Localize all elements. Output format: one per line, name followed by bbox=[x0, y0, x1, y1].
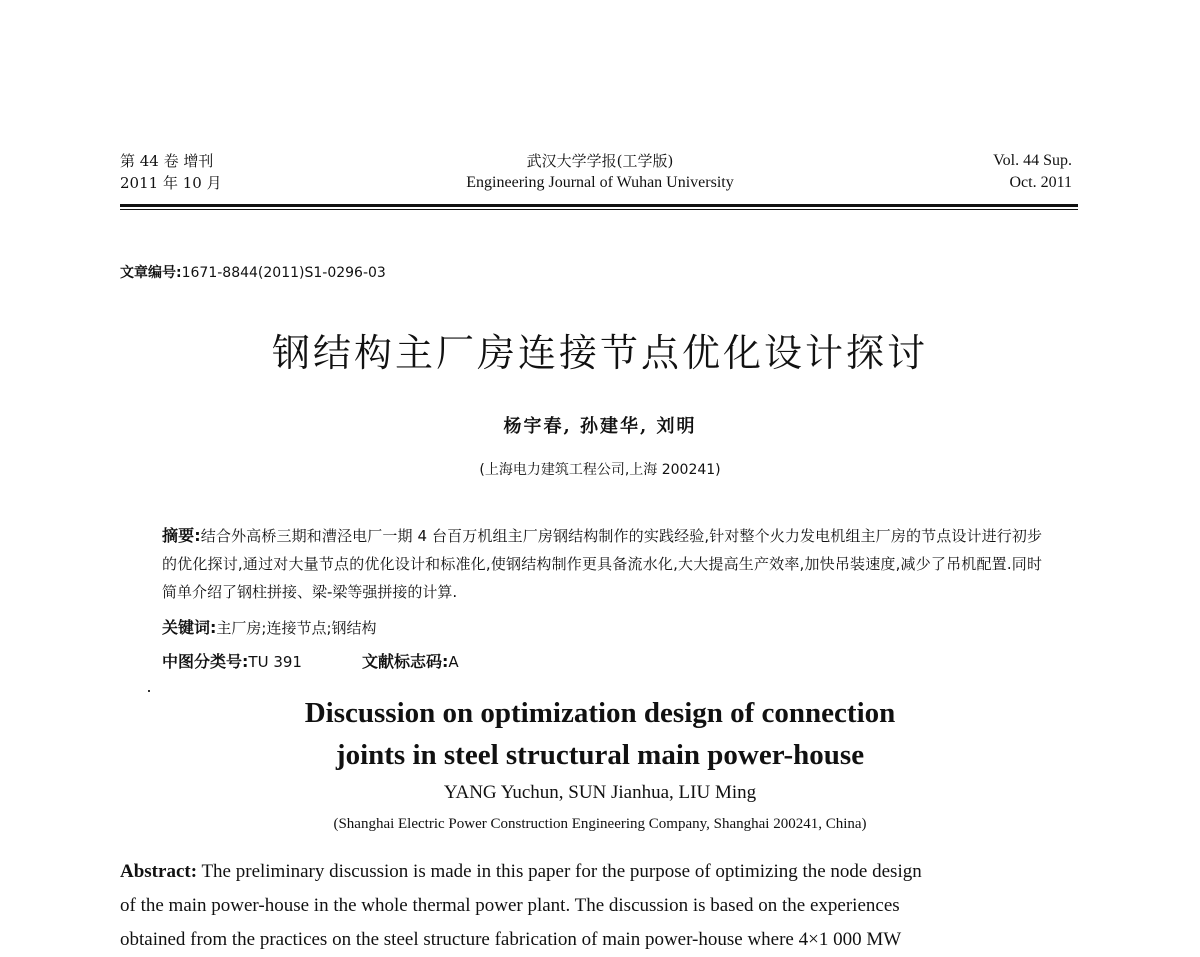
doc-code-value: A bbox=[448, 653, 459, 671]
header-rule-thick bbox=[120, 204, 1078, 207]
volume-cn: 第 44 卷 增刊 bbox=[120, 152, 214, 170]
abstract-cn-label: 摘要: bbox=[162, 526, 201, 545]
abstract-en-line2: of the main power-house in the whole thermal power plant. The discussion is based on the experiences bbox=[120, 895, 900, 916]
classification-label: 中图分类号: bbox=[162, 652, 249, 671]
date-cn: 2011 年 10 月 bbox=[120, 174, 222, 192]
title-en-line2: joints in steel structural main power-house bbox=[335, 739, 865, 771]
article-number-label: 文章编号: bbox=[120, 265, 182, 281]
keywords-cn-label: 关键词: bbox=[162, 618, 217, 637]
volume-en: Vol. 44 Sup. bbox=[993, 152, 1072, 169]
date-en: Oct. 2011 bbox=[1009, 174, 1072, 191]
title-cn: 钢结构主厂房连接节点优化设计探讨 bbox=[271, 331, 928, 375]
article-number bbox=[120, 262, 386, 282]
article-number-value: 1671-8844(2011)S1-0296-03 bbox=[181, 265, 386, 281]
classification-value: TU 391 bbox=[248, 653, 302, 671]
affiliation-en: (Shanghai Electric Power Construction Engineering Company, Shanghai 200241, China) bbox=[333, 816, 867, 832]
abstract-en bbox=[120, 855, 1078, 957]
header-rule-thin bbox=[120, 209, 1078, 210]
title-en-line1: Discussion on optimization design of connection bbox=[304, 697, 896, 729]
authors-en: YANG Yuchun, SUN Jianhua, LIU Ming bbox=[443, 782, 757, 803]
keywords-cn-text: 主厂房;连接节点;钢结构 bbox=[216, 619, 377, 637]
abstract-en-label: Abstract: bbox=[120, 861, 198, 882]
abstract-en-line1-text: The preliminary discussion is made in this paper for the purpose of optimizing the node design bbox=[201, 861, 922, 882]
affiliation-cn: (上海电力建筑工程公司,上海 200241) bbox=[479, 462, 721, 478]
doc-code-label: 文献标志码: bbox=[361, 652, 449, 671]
abstract-en-line1 bbox=[120, 855, 1078, 889]
journal-en: Engineering Journal of Wuhan University bbox=[466, 174, 734, 191]
title-en bbox=[0, 692, 1200, 776]
abstract-en-line3: obtained from the practices on the steel structure fabrication of main power-house where 4×1 000 MW bbox=[120, 929, 902, 950]
journal-cn: 武汉大学学报(工学版) bbox=[526, 152, 674, 170]
keywords-cn bbox=[162, 614, 1042, 642]
abstract-cn-text: 结合外高桥三期和漕泾电厂一期 4 台百万机组主厂房钢结构制作的实践经验,针对整个火力发电机组主厂房的节点设计进行初步的优化探讨,通过对大量节点的优化设计和标准化,使钢结构制作更具备流水化,大大提高生产效率,加快吊装速度,减少了吊机配置.同时简单介绍了钢柱拼接、梁-梁等强拼接的计算. bbox=[162, 527, 1042, 601]
classification-cn bbox=[162, 648, 1042, 676]
header-right bbox=[993, 150, 1072, 194]
authors-cn: 杨宇春, 孙建华, 刘明 bbox=[503, 416, 697, 437]
abstract-cn bbox=[162, 522, 1042, 606]
